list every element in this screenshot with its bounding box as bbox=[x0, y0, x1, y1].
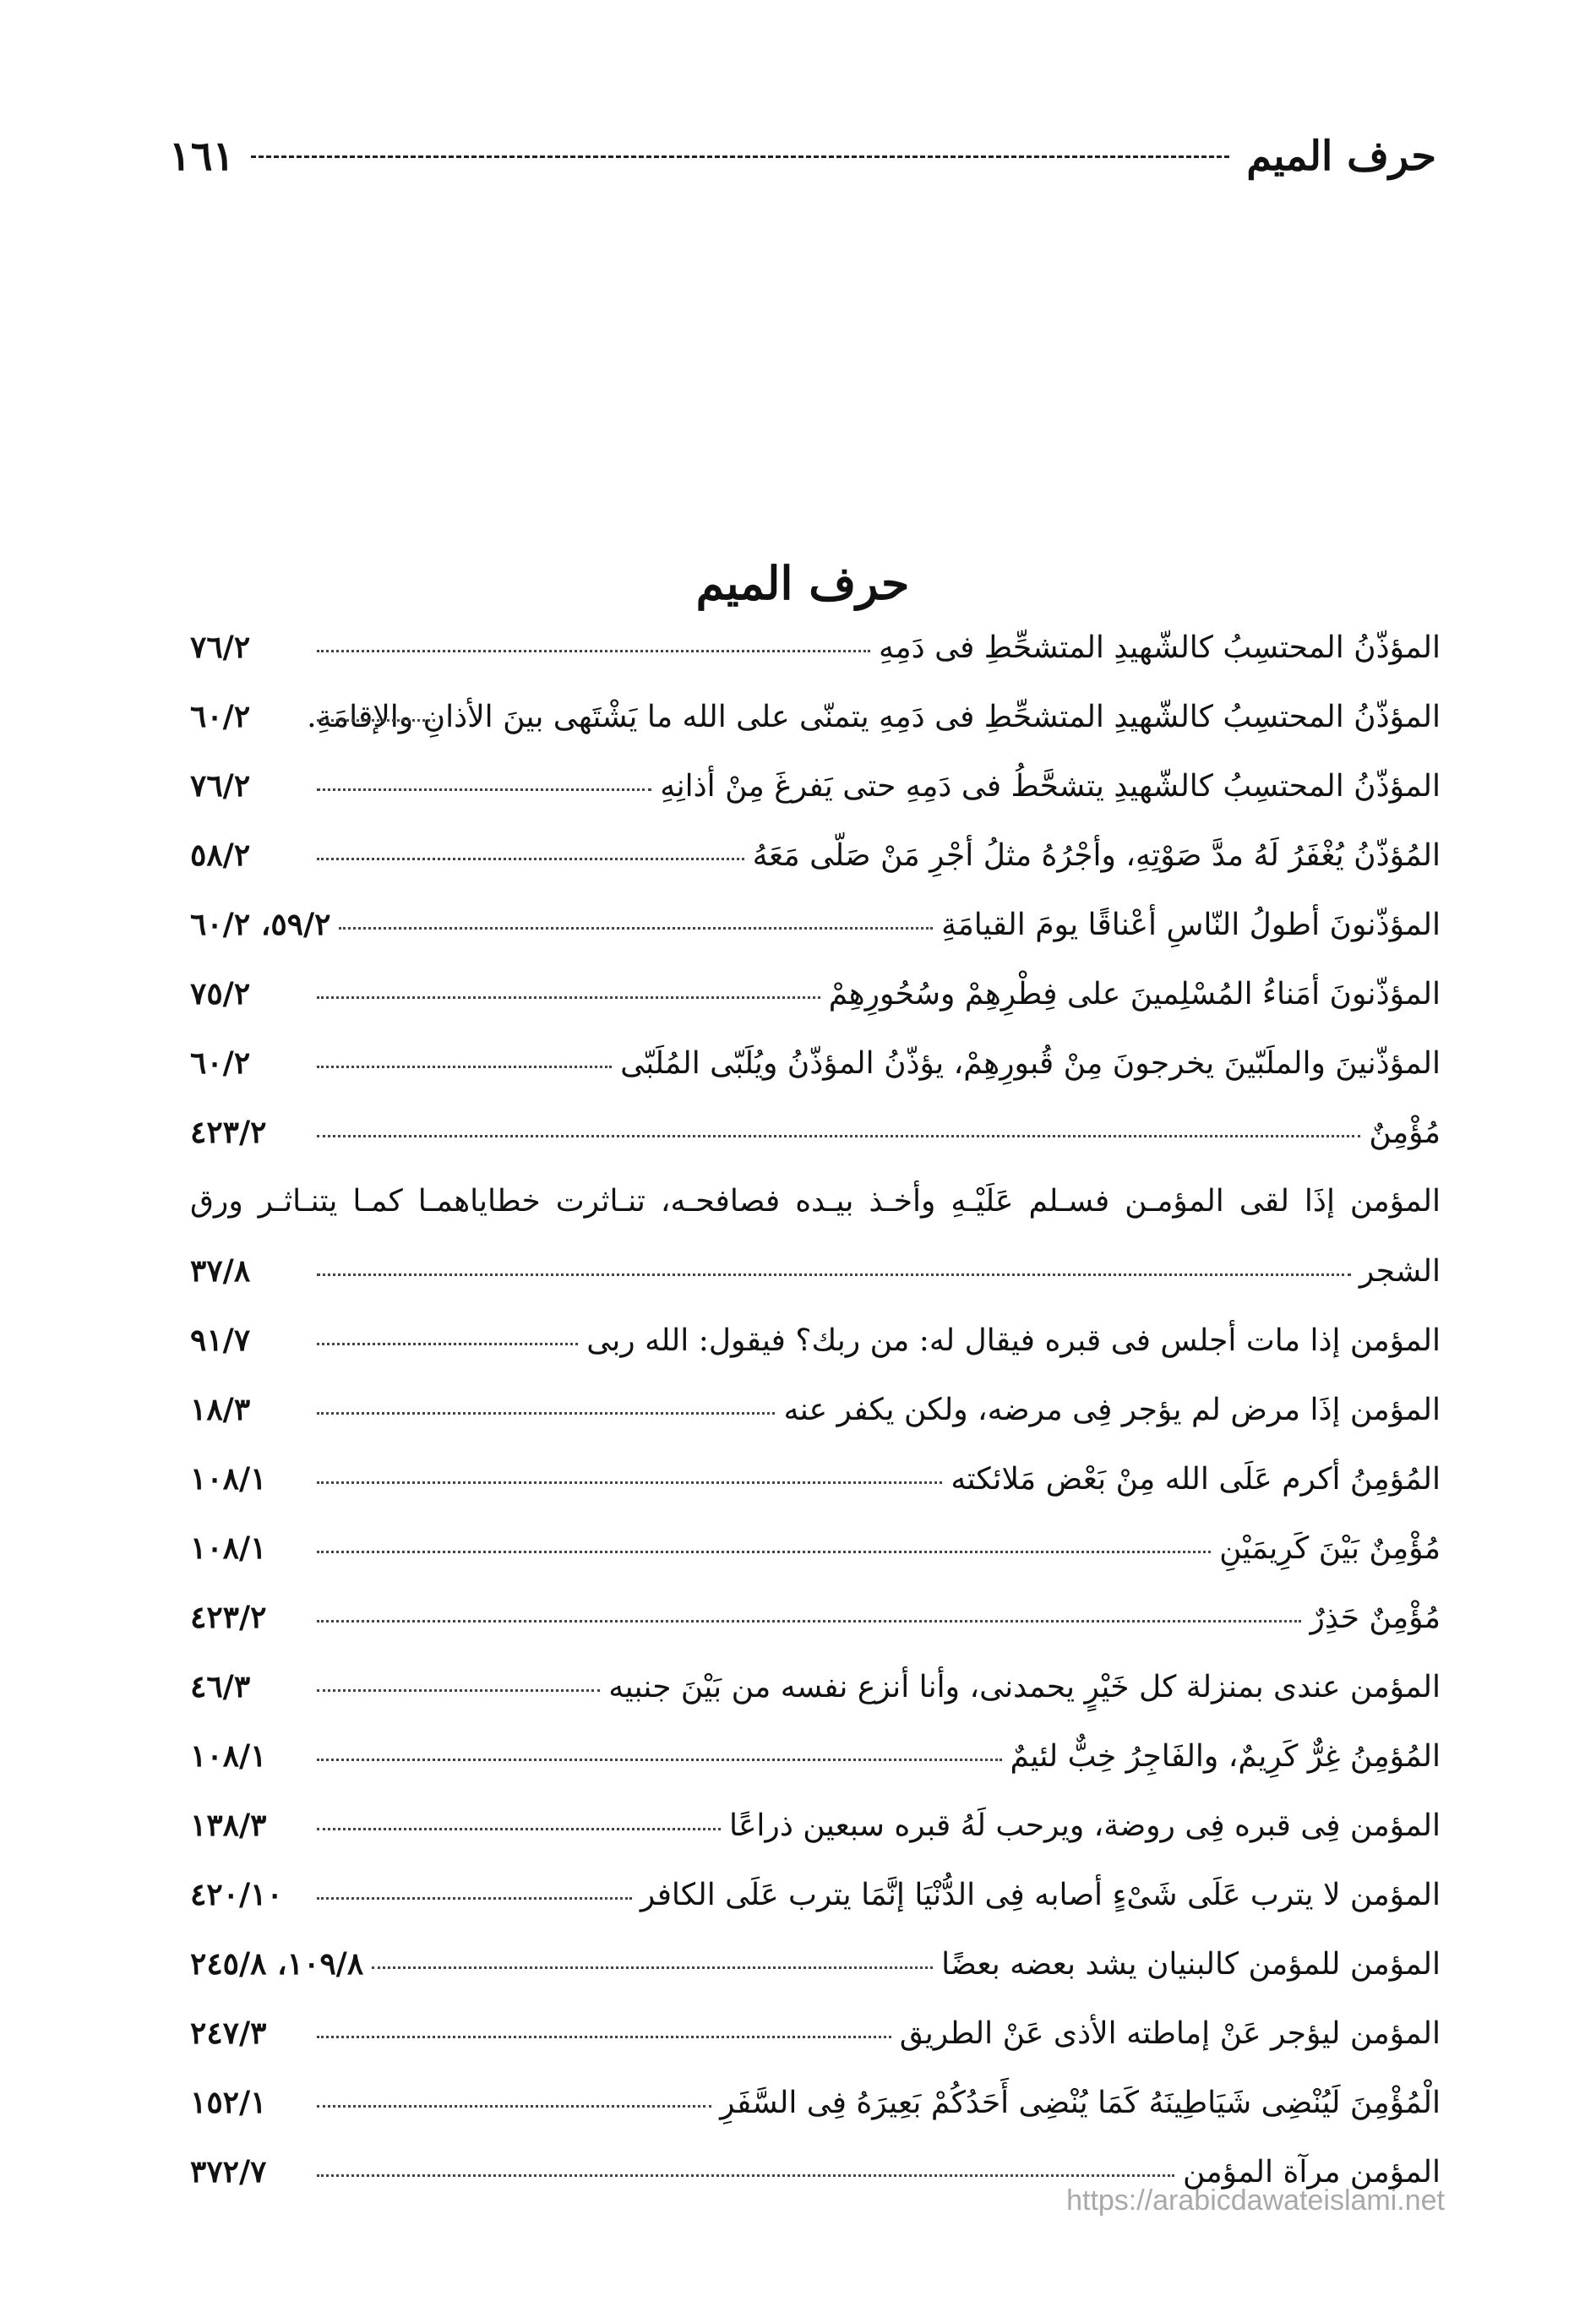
entry-text: المؤمن ليؤجر عَنْ إماطته الأذى عَنْ الطريق bbox=[899, 2016, 1441, 2051]
entry-text: المؤمن لا يترب عَلَى شَىْءٍ أصابه فِى الدُّنْيَا إنَّمَا يترب عَلَى الكافر bbox=[640, 1878, 1441, 1912]
entry-reference: ٣٧/٨ bbox=[190, 1253, 251, 1289]
entry-text: مُؤْمِنٌ bbox=[1369, 1115, 1441, 1150]
entry-text: المؤذّنُ المحتسِبُ كالشّهيدِ يتشحَّطُ فى دَمِهِ حتى يَفرغَ مِنْ أذانِهِ bbox=[660, 769, 1441, 804]
entry-reference: ١٣٨/٣ bbox=[190, 1808, 267, 1843]
index-entry bbox=[190, 890, 1441, 959]
index-entry bbox=[190, 1860, 1441, 1929]
entry-text: المؤذّنُ المحتسِبُ كالشّهيدِ المتشحِّطِ فى دَمِهِ bbox=[879, 630, 1441, 665]
index-entry bbox=[190, 751, 1441, 821]
index-entries bbox=[190, 613, 1441, 2206]
index-entry bbox=[190, 682, 1441, 751]
entry-text: المؤمن فِى قبره فِى روضة، ويرحب لَهُ قبره سبعين ذراعًا bbox=[728, 1808, 1441, 1843]
entry-reference: ٣٧٢/٧ bbox=[190, 2154, 267, 2190]
entry-reference: ١٠٩/٨، ٢٤٥/٨ bbox=[190, 1946, 364, 1982]
entry-text: المؤمن إذَا لقى المؤمـن فسـلم عَلَيْـهِ وأخـذ بيـده فصافحـه، تنـاثرت خطاياهمـا كمـا يتنـاثـر ورق bbox=[190, 1184, 1441, 1219]
entry-text: مُؤْمِنٌ بَيْنَ كَرِيمَيْنِ bbox=[1219, 1531, 1441, 1566]
entry-reference: ٤٢٣/٢ bbox=[190, 1115, 267, 1150]
index-entry bbox=[190, 1306, 1441, 1375]
index-entry bbox=[190, 1929, 1441, 1999]
entry-reference: ٧٦/٢ bbox=[190, 768, 251, 804]
entry-text: المؤمن إذا مات أجلس فى قبره فيقال له: من ربك؟ فيقول: الله ربى bbox=[586, 1323, 1441, 1358]
dot-leader bbox=[372, 1966, 933, 1969]
entry-reference: ٤٢٣/٢ bbox=[190, 1600, 267, 1635]
entry-reference: ١٠٨/١ bbox=[190, 1530, 267, 1566]
index-entry bbox=[190, 1583, 1441, 1652]
dot-leader bbox=[317, 2036, 891, 2038]
dot-leader bbox=[317, 650, 870, 652]
dot-leader bbox=[317, 1689, 600, 1692]
entry-text: المؤمن إذَا مرض لم يؤجر فِى مرضه، ولكن يكفر عنه bbox=[783, 1393, 1441, 1427]
dot-leader bbox=[317, 2174, 1174, 2177]
index-entry bbox=[190, 821, 1441, 890]
entry-reference: ٤٢٠/١٠ bbox=[190, 1877, 283, 1912]
index-entry bbox=[190, 1098, 1441, 1167]
entry-text: المؤذّنونَ أمَناءُ المُسْلِمينَ على فِطْرِهِمْ وسُحُورِهِمْ bbox=[828, 977, 1441, 1012]
entry-text: الْمُؤْمِنَ لَيُنْضِى شَيَاطِينَهُ كَمَا يُنْضِى أَحَدُكُمْ بَعِيرَهُ فِى السَّفَرِ bbox=[720, 2086, 1441, 2120]
dot-leader bbox=[317, 2105, 711, 2108]
index-entry bbox=[190, 1513, 1441, 1583]
entry-text: المؤذّنونَ أطولُ النّاسِ أعْناقًا يومَ القيامَةِ bbox=[941, 908, 1441, 942]
entry-text: المؤذّنُ المحتسِبُ كالشّهيدِ المتشحِّطِ فى دَمِهِ يتمنّى على الله ما يَشْتَهى بينَ الأذانِ والإقامَةِ. bbox=[307, 700, 1441, 734]
index-entry bbox=[190, 1028, 1441, 1098]
running-header bbox=[169, 127, 1436, 186]
entry-text: المُؤذّنُ يُغْفَرُ لَهُ مدَّ صَوْتِهِ، وأجْرُهُ مثلُ أجْرِ مَنْ صَلّى مَعَهُ bbox=[752, 838, 1441, 873]
entry-text: المؤمن عندى بمنزلة كل خَيْرٍ يحمدنى، وأنا أنزع نفسه من بَيْنَ جنبيه bbox=[608, 1670, 1441, 1704]
index-entry bbox=[190, 1444, 1441, 1513]
header-dashed-rule bbox=[251, 155, 1229, 158]
entry-reference: ٥٩/٢، ٦٠/٢ bbox=[190, 907, 331, 942]
entry-text: المُؤمِنُ غِرٌّ كَرِيمٌ، والفَاجِرُ خِبٌّ لئيمٌ bbox=[1010, 1739, 1441, 1774]
index-entry bbox=[190, 1167, 1441, 1306]
dot-leader bbox=[317, 1066, 612, 1068]
entry-reference: ٦٠/٢ bbox=[190, 1045, 251, 1081]
dot-leader bbox=[317, 996, 820, 999]
entry-reference: ٧٦/٢ bbox=[190, 630, 251, 665]
dot-leader bbox=[317, 1135, 1360, 1137]
index-entry bbox=[190, 613, 1441, 682]
entry-reference: ٤٦/٣ bbox=[190, 1669, 251, 1704]
dot-leader bbox=[317, 1620, 1301, 1623]
entry-text: مُؤْمِنٌ حَذِرٌ bbox=[1310, 1601, 1441, 1635]
index-entry bbox=[190, 1375, 1441, 1444]
dot-leader bbox=[317, 1481, 942, 1484]
index-entry bbox=[190, 1791, 1441, 1860]
entry-reference: ١٠٨/١ bbox=[190, 1461, 267, 1497]
entry-text: المؤمن للمؤمن كالبنيان يشد بعضه بعضًا bbox=[941, 1947, 1441, 1982]
entry-reference: ١٠٨/١ bbox=[190, 1738, 267, 1774]
dot-leader bbox=[317, 1273, 1351, 1276]
dot-leader bbox=[317, 1551, 1211, 1553]
entry-text-continuation: الشجر bbox=[1359, 1254, 1441, 1289]
dot-leader bbox=[317, 1759, 1002, 1761]
dot-leader bbox=[317, 719, 435, 722]
index-entry bbox=[190, 1999, 1441, 2068]
index-entry bbox=[190, 1652, 1441, 1721]
dot-leader bbox=[317, 1343, 578, 1345]
dot-leader bbox=[317, 788, 651, 791]
entry-reference: ٦٠/٢ bbox=[190, 699, 251, 734]
entry-reference: ٧٥/٢ bbox=[190, 976, 251, 1012]
page-number: ١٦١ bbox=[169, 133, 235, 180]
section-heading: حرف الميم bbox=[695, 556, 910, 610]
dot-leader bbox=[317, 858, 744, 860]
entry-reference: ٥٨/٢ bbox=[190, 837, 251, 873]
entry-text: المؤذّنينَ والملَبّينَ يخرجونَ مِنْ قُبورِهِمْ، يؤذّنُ المؤذّنُ ويُلَبّى المُلَبّى bbox=[620, 1046, 1441, 1081]
entry-reference: ٩١/٧ bbox=[190, 1323, 251, 1358]
entry-reference: ٢٤٧/٣ bbox=[190, 2015, 267, 2051]
dot-leader bbox=[339, 927, 933, 930]
entry-text: المؤمن مرآة المؤمن bbox=[1182, 2155, 1441, 2190]
dot-leader bbox=[317, 1412, 775, 1415]
entry-reference: ١٥٢/١ bbox=[190, 2085, 267, 2120]
index-entry bbox=[190, 959, 1441, 1028]
index-entry bbox=[190, 1721, 1441, 1791]
entry-text: المُؤمِنُ أكرم عَلَى الله مِنْ بَعْض مَلائكته bbox=[951, 1462, 1441, 1497]
dot-leader bbox=[317, 1897, 632, 1900]
index-entry bbox=[190, 2068, 1441, 2137]
entry-reference: ١٨/٣ bbox=[190, 1392, 251, 1427]
watermark-url: https://arabicdawateislami.net bbox=[1066, 2184, 1445, 2217]
running-header-title: حرف الميم bbox=[1246, 133, 1436, 180]
dot-leader bbox=[317, 1828, 721, 1830]
